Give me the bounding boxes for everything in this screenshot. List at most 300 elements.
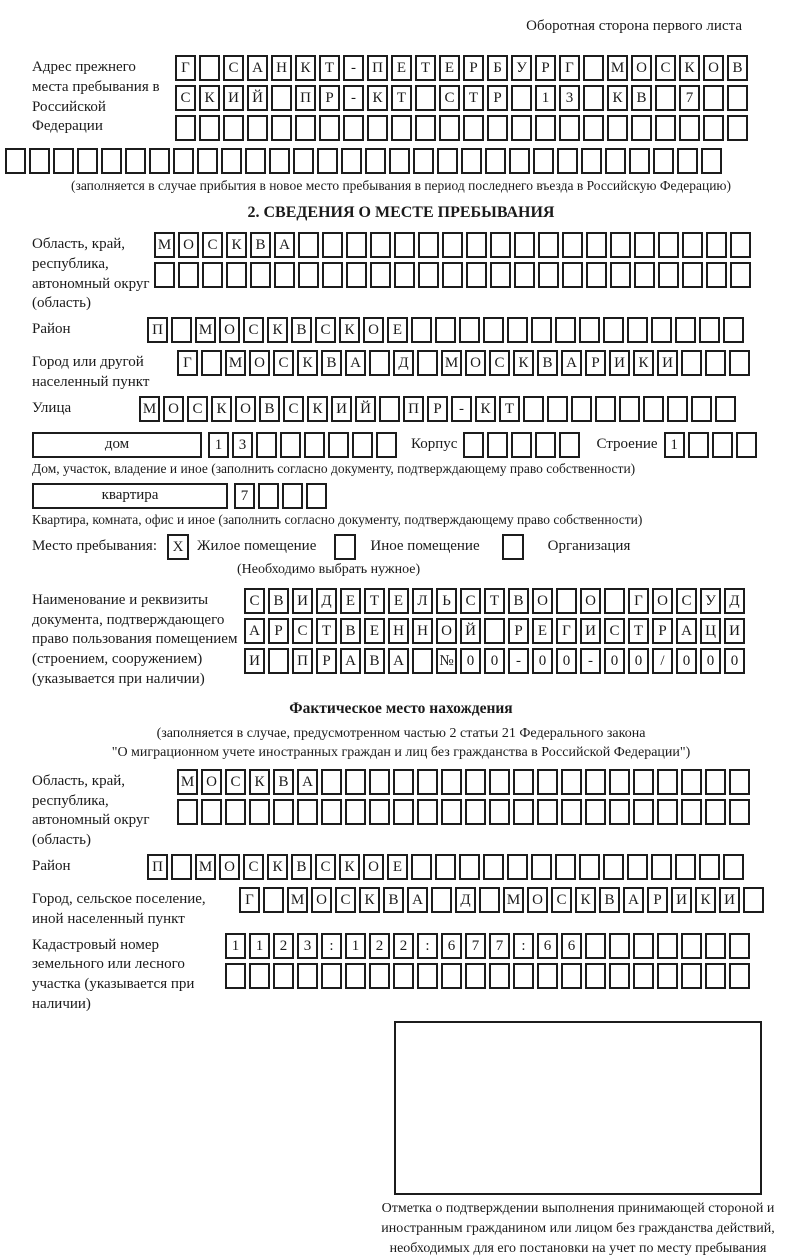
actual-region-row-2 bbox=[177, 799, 750, 825]
char-cell bbox=[393, 963, 414, 989]
char-cell bbox=[559, 115, 580, 141]
char-cell bbox=[657, 769, 678, 795]
char-cell bbox=[173, 148, 194, 174]
char-cell bbox=[705, 933, 726, 959]
char-cell: - bbox=[451, 396, 472, 422]
char-cell: 2 bbox=[273, 933, 294, 959]
char-cell: О bbox=[219, 317, 240, 343]
char-cell: 0 bbox=[700, 648, 721, 674]
stay-type-row bbox=[32, 534, 770, 560]
char-cell: : bbox=[513, 933, 534, 959]
char-cell bbox=[225, 963, 246, 989]
char-cell bbox=[484, 618, 505, 644]
actual-region-row-1 bbox=[177, 769, 750, 795]
char-cell: Т bbox=[364, 588, 385, 614]
char-cell bbox=[490, 232, 511, 258]
char-cell: И bbox=[724, 618, 745, 644]
house-box: дом bbox=[32, 432, 202, 458]
char-cell bbox=[603, 317, 624, 343]
char-cell bbox=[610, 262, 631, 288]
char-cell: В bbox=[364, 648, 385, 674]
house-row bbox=[32, 432, 770, 458]
char-cell bbox=[268, 648, 289, 674]
char-cell bbox=[675, 854, 696, 880]
char-cell bbox=[583, 55, 604, 81]
char-cell: К bbox=[295, 55, 316, 81]
confirmation-mark-box bbox=[394, 1021, 762, 1195]
char-cell bbox=[679, 115, 700, 141]
option-other-premises-label: Иное помещение bbox=[370, 538, 480, 555]
document-row-3 bbox=[244, 648, 745, 674]
char-cell bbox=[322, 232, 343, 258]
char-cell: 0 bbox=[532, 648, 553, 674]
char-cell bbox=[463, 432, 484, 458]
char-cell: 7 bbox=[234, 483, 255, 509]
char-cell: К bbox=[695, 887, 716, 913]
char-cell: Е bbox=[391, 55, 412, 81]
char-cell: С bbox=[489, 350, 510, 376]
char-cell bbox=[442, 262, 463, 288]
char-cell: К bbox=[513, 350, 534, 376]
char-cell bbox=[655, 115, 676, 141]
char-cell: С bbox=[187, 396, 208, 422]
char-cell: Ц bbox=[700, 618, 721, 644]
char-cell bbox=[511, 115, 532, 141]
char-cell bbox=[609, 769, 630, 795]
char-cell: 3 bbox=[232, 432, 253, 458]
char-cell bbox=[369, 963, 390, 989]
char-cell: Р bbox=[585, 350, 606, 376]
char-cell bbox=[418, 232, 439, 258]
char-cell: 3 bbox=[559, 85, 580, 111]
char-cell: Т bbox=[499, 396, 520, 422]
char-cell bbox=[417, 799, 438, 825]
char-cell bbox=[465, 799, 486, 825]
actual-district-row bbox=[147, 854, 744, 880]
char-cell: 7 bbox=[465, 933, 486, 959]
char-cell: П bbox=[295, 85, 316, 111]
char-cell: А bbox=[297, 769, 318, 795]
char-cell: Р bbox=[535, 55, 556, 81]
char-cell bbox=[705, 799, 726, 825]
char-cell bbox=[634, 232, 655, 258]
apartment-caption: Квартира, комната, офис и иное (заполнить согласно документу, подтверждающему право собственности) bbox=[32, 511, 643, 527]
char-cell: 0 bbox=[604, 648, 625, 674]
char-cell: И bbox=[609, 350, 630, 376]
confirmation-mark-caption: Отметка о подтверждении выполнения принимающей стороной и иностранным гражданином или лицом без гражданства действий, необходимых для его постановки на учет по месту пребывания bbox=[381, 1200, 775, 1257]
char-cell bbox=[712, 432, 733, 458]
char-cell bbox=[431, 887, 452, 913]
char-cell: Е bbox=[340, 588, 361, 614]
char-cell bbox=[297, 799, 318, 825]
char-cell bbox=[369, 799, 390, 825]
char-cell: К bbox=[679, 55, 700, 81]
char-cell bbox=[394, 262, 415, 288]
char-cell: Р bbox=[427, 396, 448, 422]
char-cell: Р bbox=[268, 618, 289, 644]
char-cell: : bbox=[417, 933, 438, 959]
actual-location-title: Фактическое место нахождения bbox=[289, 699, 513, 717]
char-cell bbox=[699, 854, 720, 880]
char-cell: 1 bbox=[535, 85, 556, 111]
char-cell: В bbox=[383, 887, 404, 913]
char-cell bbox=[177, 799, 198, 825]
char-cell bbox=[729, 769, 750, 795]
char-cell: П bbox=[147, 854, 168, 880]
char-cell: В bbox=[508, 588, 529, 614]
char-cell: Р bbox=[319, 85, 340, 111]
char-cell: К bbox=[607, 85, 628, 111]
prev-address-caption: (заполняется в случае прибытия в новое место пребывания в период последнего въезда в Российскую Федерацию) bbox=[70, 178, 732, 193]
prev-address-row-2 bbox=[175, 85, 748, 111]
char-cell bbox=[321, 963, 342, 989]
char-cell bbox=[655, 85, 676, 111]
char-cell bbox=[651, 317, 672, 343]
char-cell bbox=[479, 887, 500, 913]
char-cell bbox=[489, 963, 510, 989]
char-cell bbox=[703, 85, 724, 111]
char-cell bbox=[705, 350, 726, 376]
char-cell bbox=[579, 854, 600, 880]
char-cell bbox=[439, 115, 460, 141]
actual-city-field bbox=[32, 887, 770, 930]
char-cell: И bbox=[331, 396, 352, 422]
char-cell: 1 bbox=[249, 933, 270, 959]
char-cell bbox=[585, 963, 606, 989]
char-cell bbox=[730, 232, 751, 258]
char-cell: О bbox=[235, 396, 256, 422]
char-cell: В bbox=[291, 317, 312, 343]
char-cell: Р bbox=[647, 887, 668, 913]
char-cell bbox=[531, 854, 552, 880]
char-cell: Г bbox=[175, 55, 196, 81]
char-cell: С bbox=[676, 588, 697, 614]
char-cell bbox=[507, 317, 528, 343]
char-cell bbox=[681, 350, 702, 376]
char-cell bbox=[657, 963, 678, 989]
char-cell bbox=[715, 396, 736, 422]
char-cell bbox=[367, 115, 388, 141]
char-cell bbox=[682, 232, 703, 258]
char-cell bbox=[538, 232, 559, 258]
char-cell bbox=[743, 887, 764, 913]
char-cell bbox=[273, 799, 294, 825]
char-cell bbox=[463, 115, 484, 141]
char-cell bbox=[53, 148, 74, 174]
char-cell: Д bbox=[316, 588, 337, 614]
char-cell: 3 bbox=[297, 933, 318, 959]
char-cell bbox=[171, 854, 192, 880]
char-cell bbox=[297, 963, 318, 989]
char-cell: С bbox=[292, 618, 313, 644]
apartment-box: квартира bbox=[32, 483, 228, 509]
char-cell bbox=[533, 148, 554, 174]
char-cell bbox=[677, 148, 698, 174]
char-cell: В bbox=[340, 618, 361, 644]
char-cell bbox=[629, 148, 650, 174]
char-cell bbox=[418, 262, 439, 288]
char-cell bbox=[282, 483, 303, 509]
char-cell bbox=[487, 115, 508, 141]
document-row-2 bbox=[244, 618, 745, 644]
char-cell bbox=[263, 887, 284, 913]
char-cell: Т bbox=[628, 618, 649, 644]
char-cell bbox=[585, 799, 606, 825]
char-cell bbox=[609, 963, 630, 989]
char-cell bbox=[412, 648, 433, 674]
char-cell bbox=[627, 854, 648, 880]
char-cell: А bbox=[345, 350, 366, 376]
char-cell: Ь bbox=[436, 588, 457, 614]
char-cell bbox=[605, 148, 626, 174]
char-cell: / bbox=[652, 648, 673, 674]
char-cell bbox=[245, 148, 266, 174]
char-cell: Е bbox=[388, 588, 409, 614]
char-cell: С bbox=[225, 769, 246, 795]
cadastral-rows bbox=[225, 933, 750, 1015]
char-cell: 1 bbox=[345, 933, 366, 959]
actual-region-label: Область, край, республика, автономный округ (область) bbox=[32, 772, 150, 849]
street-label: Улица bbox=[32, 399, 72, 416]
char-cell bbox=[658, 262, 679, 288]
char-cell bbox=[609, 933, 630, 959]
char-cell bbox=[125, 148, 146, 174]
char-cell bbox=[485, 148, 506, 174]
char-cell bbox=[507, 854, 528, 880]
district-field bbox=[32, 317, 770, 347]
char-cell bbox=[417, 963, 438, 989]
char-cell bbox=[298, 262, 319, 288]
cadastral-row-1 bbox=[225, 933, 750, 959]
char-cell: Т bbox=[316, 618, 337, 644]
char-cell: М bbox=[195, 317, 216, 343]
char-cell bbox=[249, 963, 270, 989]
char-cell bbox=[547, 396, 568, 422]
char-cell: К bbox=[211, 396, 232, 422]
char-cell bbox=[651, 854, 672, 880]
char-cell: К bbox=[633, 350, 654, 376]
char-cell bbox=[370, 262, 391, 288]
char-cell: О bbox=[527, 887, 548, 913]
char-cell: Г bbox=[556, 618, 577, 644]
char-cell bbox=[346, 232, 367, 258]
char-cell: К bbox=[307, 396, 328, 422]
street-field bbox=[32, 396, 770, 426]
char-cell bbox=[706, 232, 727, 258]
char-cell: О bbox=[311, 887, 332, 913]
char-cell: В bbox=[599, 887, 620, 913]
char-cell: 0 bbox=[628, 648, 649, 674]
char-cell bbox=[466, 262, 487, 288]
char-cell bbox=[154, 262, 175, 288]
char-cell bbox=[175, 115, 196, 141]
char-cell bbox=[729, 799, 750, 825]
document-field bbox=[32, 588, 770, 690]
char-cell: В bbox=[537, 350, 558, 376]
char-cell: Н bbox=[388, 618, 409, 644]
char-cell: О bbox=[532, 588, 553, 614]
char-cell bbox=[555, 317, 576, 343]
char-cell bbox=[201, 350, 222, 376]
char-cell: Й bbox=[355, 396, 376, 422]
char-cell: К bbox=[199, 85, 220, 111]
char-cell bbox=[226, 262, 247, 288]
char-cell: Н bbox=[412, 618, 433, 644]
char-cell bbox=[657, 799, 678, 825]
char-cell bbox=[523, 396, 544, 422]
char-cell: Р bbox=[652, 618, 673, 644]
char-cell: С bbox=[460, 588, 481, 614]
char-cell bbox=[411, 317, 432, 343]
char-cell: Е bbox=[387, 317, 408, 343]
char-cell: И bbox=[671, 887, 692, 913]
actual-district-label: Район bbox=[32, 857, 71, 874]
char-cell bbox=[556, 588, 577, 614]
prev-address-overflow-row bbox=[5, 148, 770, 174]
char-cell bbox=[273, 963, 294, 989]
checkbox-other-premises bbox=[334, 534, 356, 560]
char-cell: О bbox=[201, 769, 222, 795]
apartment-cells bbox=[234, 483, 327, 509]
korpus-cells bbox=[463, 432, 580, 458]
char-cell bbox=[346, 262, 367, 288]
char-cell bbox=[682, 262, 703, 288]
char-cell bbox=[705, 769, 726, 795]
char-cell bbox=[280, 432, 301, 458]
prev-address-label: Адрес прежнего места пребывания в Российской Федерации bbox=[32, 59, 160, 135]
char-cell bbox=[607, 115, 628, 141]
char-cell bbox=[345, 769, 366, 795]
char-cell bbox=[729, 933, 750, 959]
char-cell: В bbox=[268, 588, 289, 614]
char-cell bbox=[306, 483, 327, 509]
char-cell: С bbox=[439, 85, 460, 111]
char-cell: М bbox=[441, 350, 462, 376]
char-cell bbox=[562, 232, 583, 258]
char-cell bbox=[633, 799, 654, 825]
char-cell: Р bbox=[508, 618, 529, 644]
char-cell bbox=[511, 85, 532, 111]
char-cell: Н bbox=[271, 55, 292, 81]
char-cell: И bbox=[657, 350, 678, 376]
char-cell bbox=[258, 483, 279, 509]
page-side-note: Оборотная сторона первого листа bbox=[526, 18, 742, 34]
char-cell bbox=[483, 854, 504, 880]
char-cell bbox=[633, 933, 654, 959]
char-cell bbox=[561, 799, 582, 825]
apartment-row bbox=[32, 483, 770, 509]
char-cell bbox=[509, 148, 530, 174]
char-cell: Д bbox=[455, 887, 476, 913]
char-cell: О bbox=[363, 854, 384, 880]
stroenie-label: Строение bbox=[596, 436, 658, 453]
char-cell bbox=[465, 769, 486, 795]
char-cell bbox=[703, 115, 724, 141]
char-cell: - bbox=[343, 55, 364, 81]
char-cell bbox=[633, 963, 654, 989]
char-cell bbox=[322, 262, 343, 288]
char-cell bbox=[29, 148, 50, 174]
char-cell bbox=[411, 854, 432, 880]
char-cell bbox=[537, 963, 558, 989]
char-cell: 0 bbox=[676, 648, 697, 674]
char-cell bbox=[293, 148, 314, 174]
city-label: Город или другой населенный пункт bbox=[32, 354, 150, 390]
cadastral-label: Кадастровый номер земельного или лесного участка (указывается при наличии) bbox=[32, 936, 195, 1012]
char-cell bbox=[658, 232, 679, 258]
char-cell: В bbox=[727, 55, 748, 81]
char-cell bbox=[369, 769, 390, 795]
char-cell bbox=[459, 317, 480, 343]
char-cell bbox=[321, 769, 342, 795]
char-cell: В bbox=[273, 769, 294, 795]
char-cell bbox=[319, 115, 340, 141]
char-cell bbox=[571, 396, 592, 422]
char-cell bbox=[466, 232, 487, 258]
char-cell: И bbox=[244, 648, 265, 674]
char-cell bbox=[581, 148, 602, 174]
char-cell bbox=[643, 396, 664, 422]
region-row-2 bbox=[154, 262, 751, 288]
char-cell bbox=[633, 769, 654, 795]
street-row bbox=[139, 396, 736, 422]
char-cell: И bbox=[580, 618, 601, 644]
char-cell: О bbox=[363, 317, 384, 343]
actual-city-label: Город, сельское поселение, иной населенный пункт bbox=[32, 890, 206, 927]
char-cell: С bbox=[315, 317, 336, 343]
char-cell bbox=[274, 262, 295, 288]
char-cell: 0 bbox=[460, 648, 481, 674]
char-cell bbox=[586, 262, 607, 288]
char-cell: К bbox=[267, 854, 288, 880]
char-cell: Б bbox=[487, 55, 508, 81]
char-cell: К bbox=[359, 887, 380, 913]
char-cell: 6 bbox=[441, 933, 462, 959]
char-cell: Г bbox=[628, 588, 649, 614]
char-cell: О bbox=[178, 232, 199, 258]
char-cell: И bbox=[223, 85, 244, 111]
checkbox-residential: X bbox=[167, 534, 189, 560]
char-cell: Т bbox=[484, 588, 505, 614]
city-row bbox=[177, 350, 750, 389]
char-cell bbox=[345, 799, 366, 825]
char-cell: Г bbox=[239, 887, 260, 913]
char-cell bbox=[441, 769, 462, 795]
char-cell bbox=[391, 115, 412, 141]
char-cell bbox=[197, 148, 218, 174]
char-cell: 6 bbox=[537, 933, 558, 959]
char-cell bbox=[701, 148, 722, 174]
char-cell bbox=[225, 799, 246, 825]
char-cell bbox=[513, 799, 534, 825]
stay-type-caption: (Необходимо выбрать нужное) bbox=[237, 561, 421, 577]
char-cell: О bbox=[249, 350, 270, 376]
char-cell bbox=[561, 963, 582, 989]
char-cell: М bbox=[154, 232, 175, 258]
char-cell: П bbox=[367, 55, 388, 81]
char-cell bbox=[202, 262, 223, 288]
prev-address-row-1 bbox=[175, 55, 748, 81]
char-cell: М bbox=[177, 769, 198, 795]
char-cell: К bbox=[297, 350, 318, 376]
char-cell bbox=[727, 115, 748, 141]
region-row-1 bbox=[154, 232, 751, 258]
char-cell bbox=[413, 148, 434, 174]
char-cell: : bbox=[321, 933, 342, 959]
char-cell: 0 bbox=[556, 648, 577, 674]
char-cell bbox=[619, 396, 640, 422]
char-cell bbox=[250, 262, 271, 288]
